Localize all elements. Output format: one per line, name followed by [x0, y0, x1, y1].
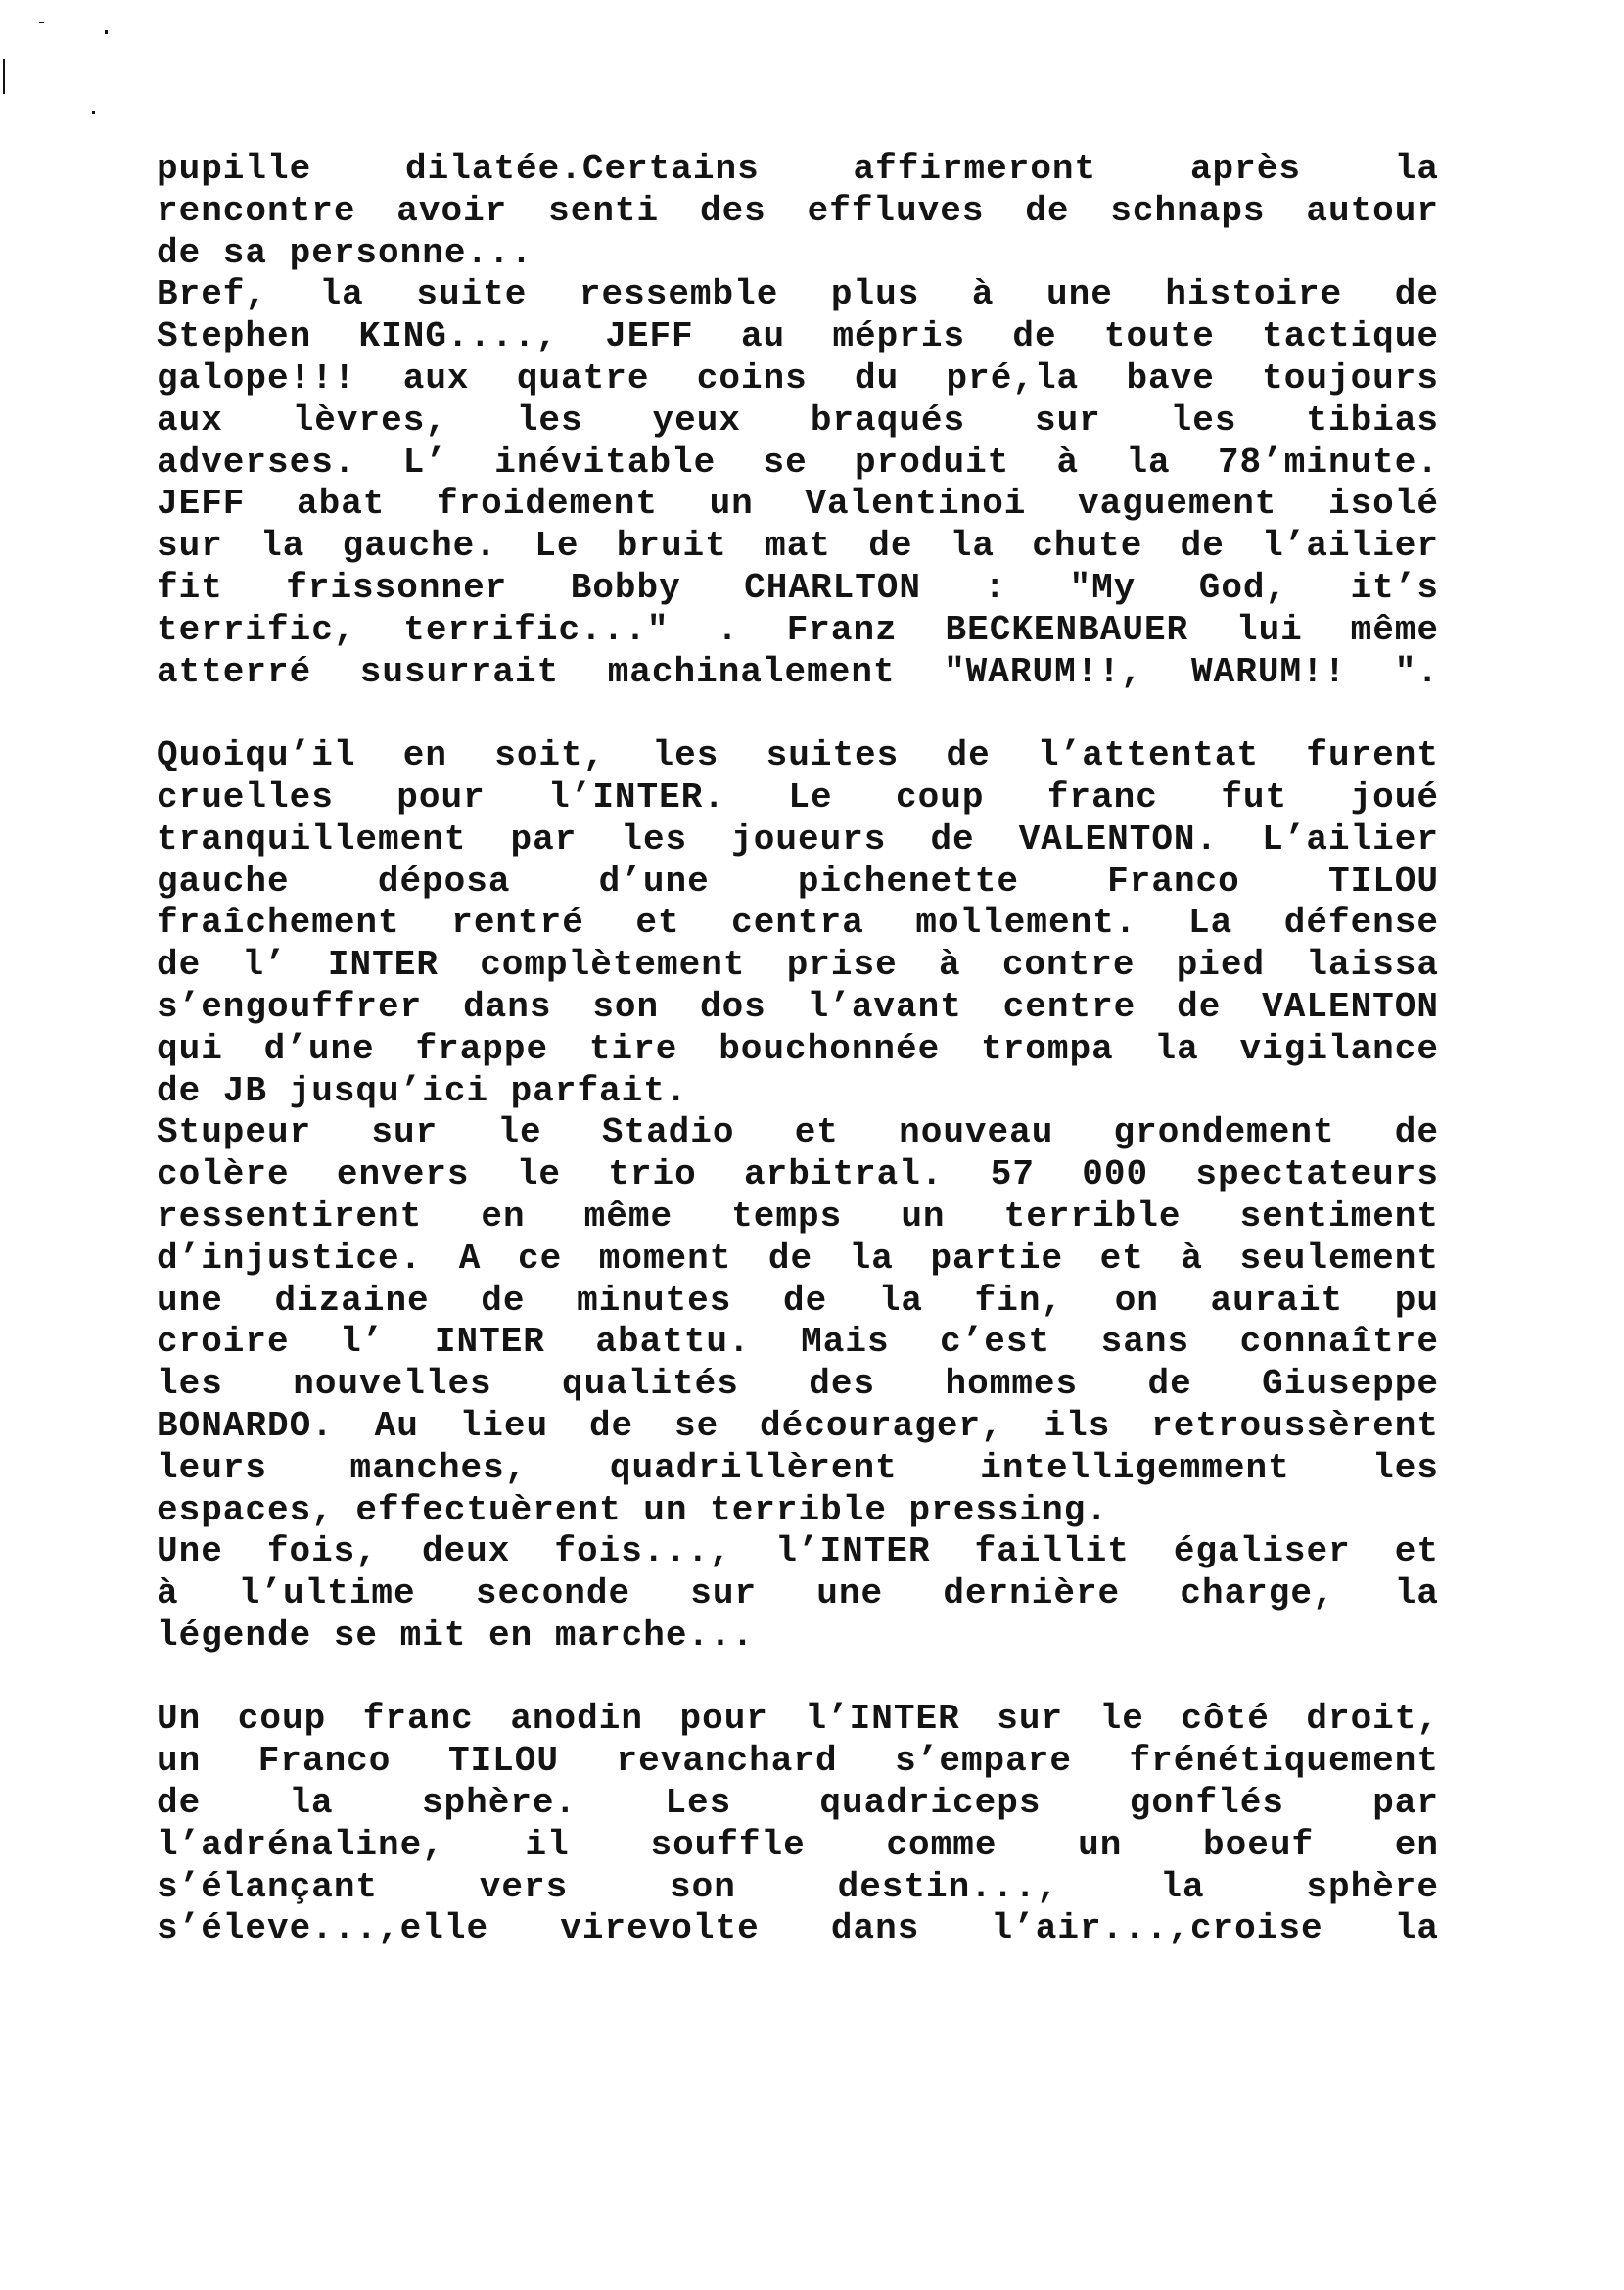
text-line: à l’ultime seconde sur une dernière charge, la [157, 1573, 1439, 1614]
text-line: qui d’une frappe tire bouchonnée trompa la vigilance [157, 1028, 1439, 1069]
text-line: s’éleve...,elle virevolte dans l’air...,croise la [157, 1908, 1439, 1949]
scan-artifact-dot [105, 30, 108, 34]
text-line: pupille dilatée.Certains affirmeront après la [157, 149, 1439, 189]
text-line: terrific, terrific..." . Franz BECKENBAUER lui même [157, 609, 1439, 650]
paragraph-1 [157, 149, 1439, 693]
text-line: de l’ INTER complètement prise à contre pied laissa [157, 945, 1439, 986]
text-line: de JB jusqu’ici parfait. [157, 1070, 688, 1111]
text-line: Stephen KING...., JEFF au mépris de toute tactique [157, 316, 1439, 357]
text-line: Une fois, deux fois..., l’INTER faillit égaliser et [157, 1531, 1439, 1572]
text-line: tranquillement par les joueurs de VALENTON. L’ailier [157, 818, 1439, 860]
text-line: galope!!! aux quatre coins du pré,la bave toujours [157, 357, 1439, 398]
text-line: légende se mit en marche... [157, 1614, 755, 1656]
text-line: colère envers le trio arbitral. 57 000 spectateurs [157, 1154, 1439, 1195]
text-line: de sa personne... [157, 232, 534, 273]
text-line: une dizaine de minutes de la fin, on aurait pu [157, 1280, 1439, 1321]
text-line: s’élançant vers son destin..., la sphère [157, 1866, 1439, 1907]
text-line: l’adrénaline, il souffle comme un boeuf en [157, 1824, 1439, 1865]
text-line: sur la gauche. Le bruit mat de la chute de l’ailier [157, 526, 1439, 567]
text-line: BONARDO. Au lieu de se décourager, ils retroussèrent [157, 1405, 1439, 1446]
document-body [157, 149, 1439, 1950]
text-line: Un coup franc anodin pour l’INTER sur le côté droit, [157, 1699, 1439, 1740]
text-line: d’injustice. A ce moment de la partie et à seulement [157, 1238, 1439, 1279]
text-line: Quoiqu’il en soit, les suites de l’attentat furent [157, 735, 1439, 776]
text-line: fraîchement rentré et centra mollement. La défense [157, 903, 1439, 944]
paragraph-3 [157, 1699, 1439, 1950]
text-line: les nouvelles qualités des hommes de Giuseppe [157, 1364, 1439, 1405]
text-line: s’engouffrer dans son dos l’avant centre de VALENTON [157, 986, 1439, 1027]
text-line: adverses. L’ inévitable se produit à la 78’minute. [157, 442, 1439, 483]
text-line: fit frissonner Bobby CHARLTON : "My God, it’s [157, 567, 1439, 608]
scan-artifact-dot [92, 111, 95, 114]
text-line: atterré susurrait machinalement "WARUM!!, WARUM!! ". [157, 651, 1439, 692]
text-line: aux lèvres, les yeux braqués sur les tibias [157, 399, 1439, 441]
text-line: leurs manches, quadrillèrent intelligemment les [157, 1447, 1439, 1488]
text-line: cruelles pour l’INTER. Le coup franc fut joué [157, 776, 1439, 818]
text-line: gauche déposa d’une pichenette Franco TILOU [157, 861, 1439, 902]
paragraph-gap [157, 1658, 1439, 1700]
text-line: ressentirent en même temps un terrible sentiment [157, 1195, 1439, 1237]
paragraph-gap [157, 693, 1439, 735]
text-line: JEFF abat froidement un Valentinoi vaguement isolé [157, 484, 1439, 525]
text-line: de la sphère. Les quadriceps gonflés par [157, 1783, 1439, 1824]
text-line: espaces, effectuèrent un terrible pressing. [157, 1489, 1108, 1530]
text-line: un Franco TILOU revanchard s’empare frénétiquement [157, 1741, 1439, 1782]
scan-artifact-bar [3, 59, 5, 94]
text-line: Bref, la suite ressemble plus à une histoire de [157, 274, 1439, 315]
text-line: croire l’ INTER abattu. Mais c’est sans connaître [157, 1322, 1439, 1363]
text-line: Stupeur sur le Stadio et nouveau grondement de [157, 1112, 1439, 1153]
paragraph-2 [157, 735, 1439, 1658]
scan-artifact-dot [39, 22, 44, 23]
text-line: rencontre avoir senti des effluves de schnaps autour [157, 190, 1439, 231]
